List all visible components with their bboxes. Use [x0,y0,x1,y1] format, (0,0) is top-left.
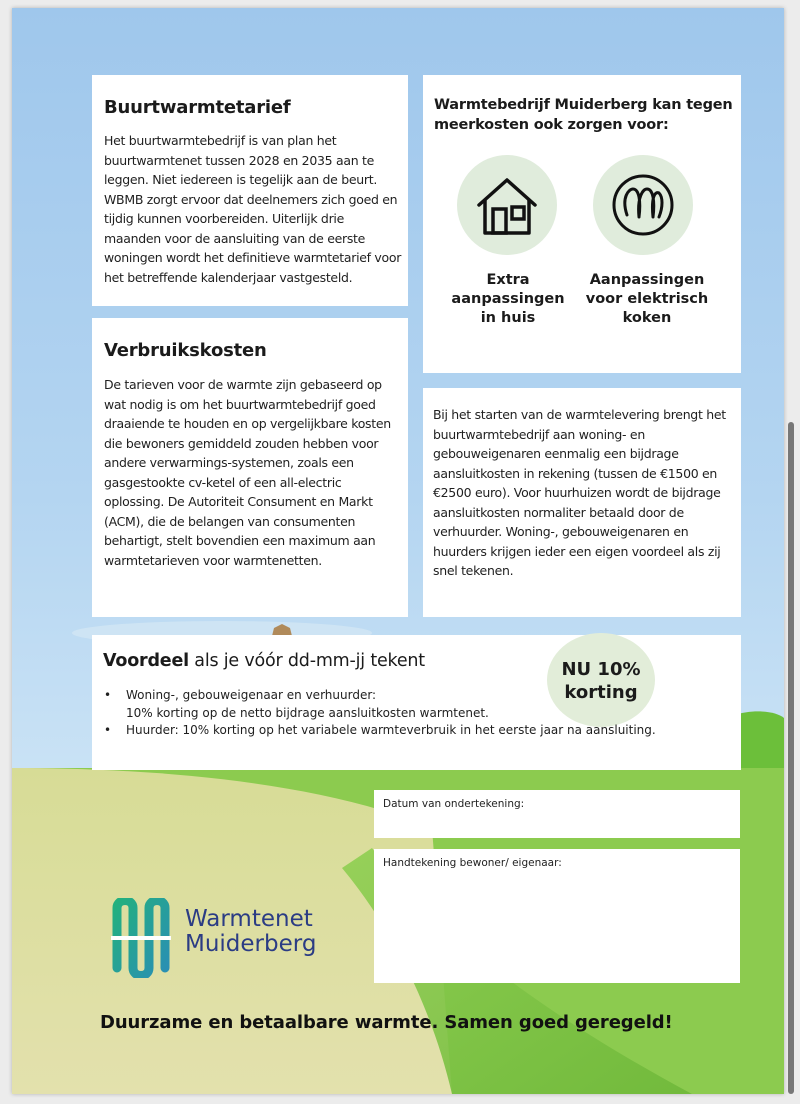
date-signature-field[interactable] [374,790,740,838]
logo-line1: Warmtenet [185,906,313,932]
korting-badge-line1: NU 10% [561,659,641,680]
brochure-page [12,8,784,1094]
warmtenet-logo [107,898,347,978]
logo-line2: Muiderberg [185,931,317,957]
handtekening-label: Handtekening bewoner/ eigenaar: [383,857,562,869]
voordeel-item-eigenaar-detail: 10% korting op de netto bijdrage aansluitkosten warmtenet. [126,705,489,720]
date-signature-label: Datum van ondertekening: [383,798,525,810]
handtekening-field[interactable] [374,849,740,983]
voordeel-title-bold: Voordeel [103,651,189,671]
voordeel-list [104,687,656,740]
meerkosten-card [423,75,741,373]
logo-text [185,907,316,957]
buurtwarmtetarief-card [92,75,408,306]
verbruikskosten-title: Verbruikskosten [104,340,267,361]
tagline: Duurzame en betaalbare warmte. Samen goed geregeld! [100,1012,673,1033]
buurtwarmtetarief-body: Het buurtwarmtebedrijf is van plan het buurtwarmtenet tussen 2028 en 2035 aan te leggen. Niet iedereen is tegelijk aan de beurt. WBMB zorgt ervoor dat deelnemers zich goed en tijdig kunnen voorbereiden. Uiterlijk drie maanden voor de aansluiting van de eerste woningen wordt het definitieve warmtetarief voor het betreffende kalenderjaar vastgesteld. [104,133,402,285]
verbruikskosten-card [92,318,408,617]
scrollbar[interactable] [788,422,794,1094]
verbruikskosten-body: De tarieven voor de warmte zijn gebaseerd op wat nodig is om het buurtwarmtebedrijf goed draaiende te houden en op vergelijkbare kosten die bewoners gemiddeld zouden hebben voor andere verwarmings-systemen, zoals een gasgestookte cv-ketel of een all-electric oplossing. De Autoriteit Consument en Markt (ACM), die de belangen van consumenten behartigt, stelt bovendien een maximum aan warmtetarieven voor warmtenetten. [104,377,391,568]
house-icon [457,155,557,255]
voordeel-item-eigenaar [104,687,656,722]
extra-aanpassingen-label: Extra aanpassingen in huis [451,272,565,326]
logo-mark-icon [107,898,177,978]
voordeel-title [103,651,425,671]
voordeel-item-eigenaar-label: Woning-, gebouweigenaar en verhuurder: [126,688,377,702]
voordeel-card [92,635,741,770]
voordeel-item-huurder: • Huurder: 10% korting op het variabele warmteverbruik in het eerste jaar na aansluiting. [104,722,656,740]
aansluitkosten-card [423,388,741,617]
meerkosten-title: Warmtebedrijf Muiderberg kan tegen meerkosten ook zorgen voor: [434,97,733,133]
voordeel-title-rest: als je vóór dd-mm-jj tekent [188,651,425,671]
coil-icon [593,155,693,255]
buurtwarmtetarief-title: Buurtwarmtetarief [104,97,291,118]
elektrisch-koken-label: Aanpassingen voor elektrisch koken [585,272,709,326]
aansluitkosten-body: Bij het starten van de warmtelevering brengt het buurtwarmtebedrijf aan woning- en gebouweigenaren eenmalig een bijdrage aansluitkosten in rekening (tussen de €1500 en €2500 euro). Voor huurhuizen wordt de bijdrage aansluitkosten normaliter betaald door de verhuurder. Woning-, gebouweigenaren en huurders krijgen ieder een eigen voordeel als zij snel tekenen. [433,407,726,578]
korting-badge-line2: korting [564,682,638,703]
